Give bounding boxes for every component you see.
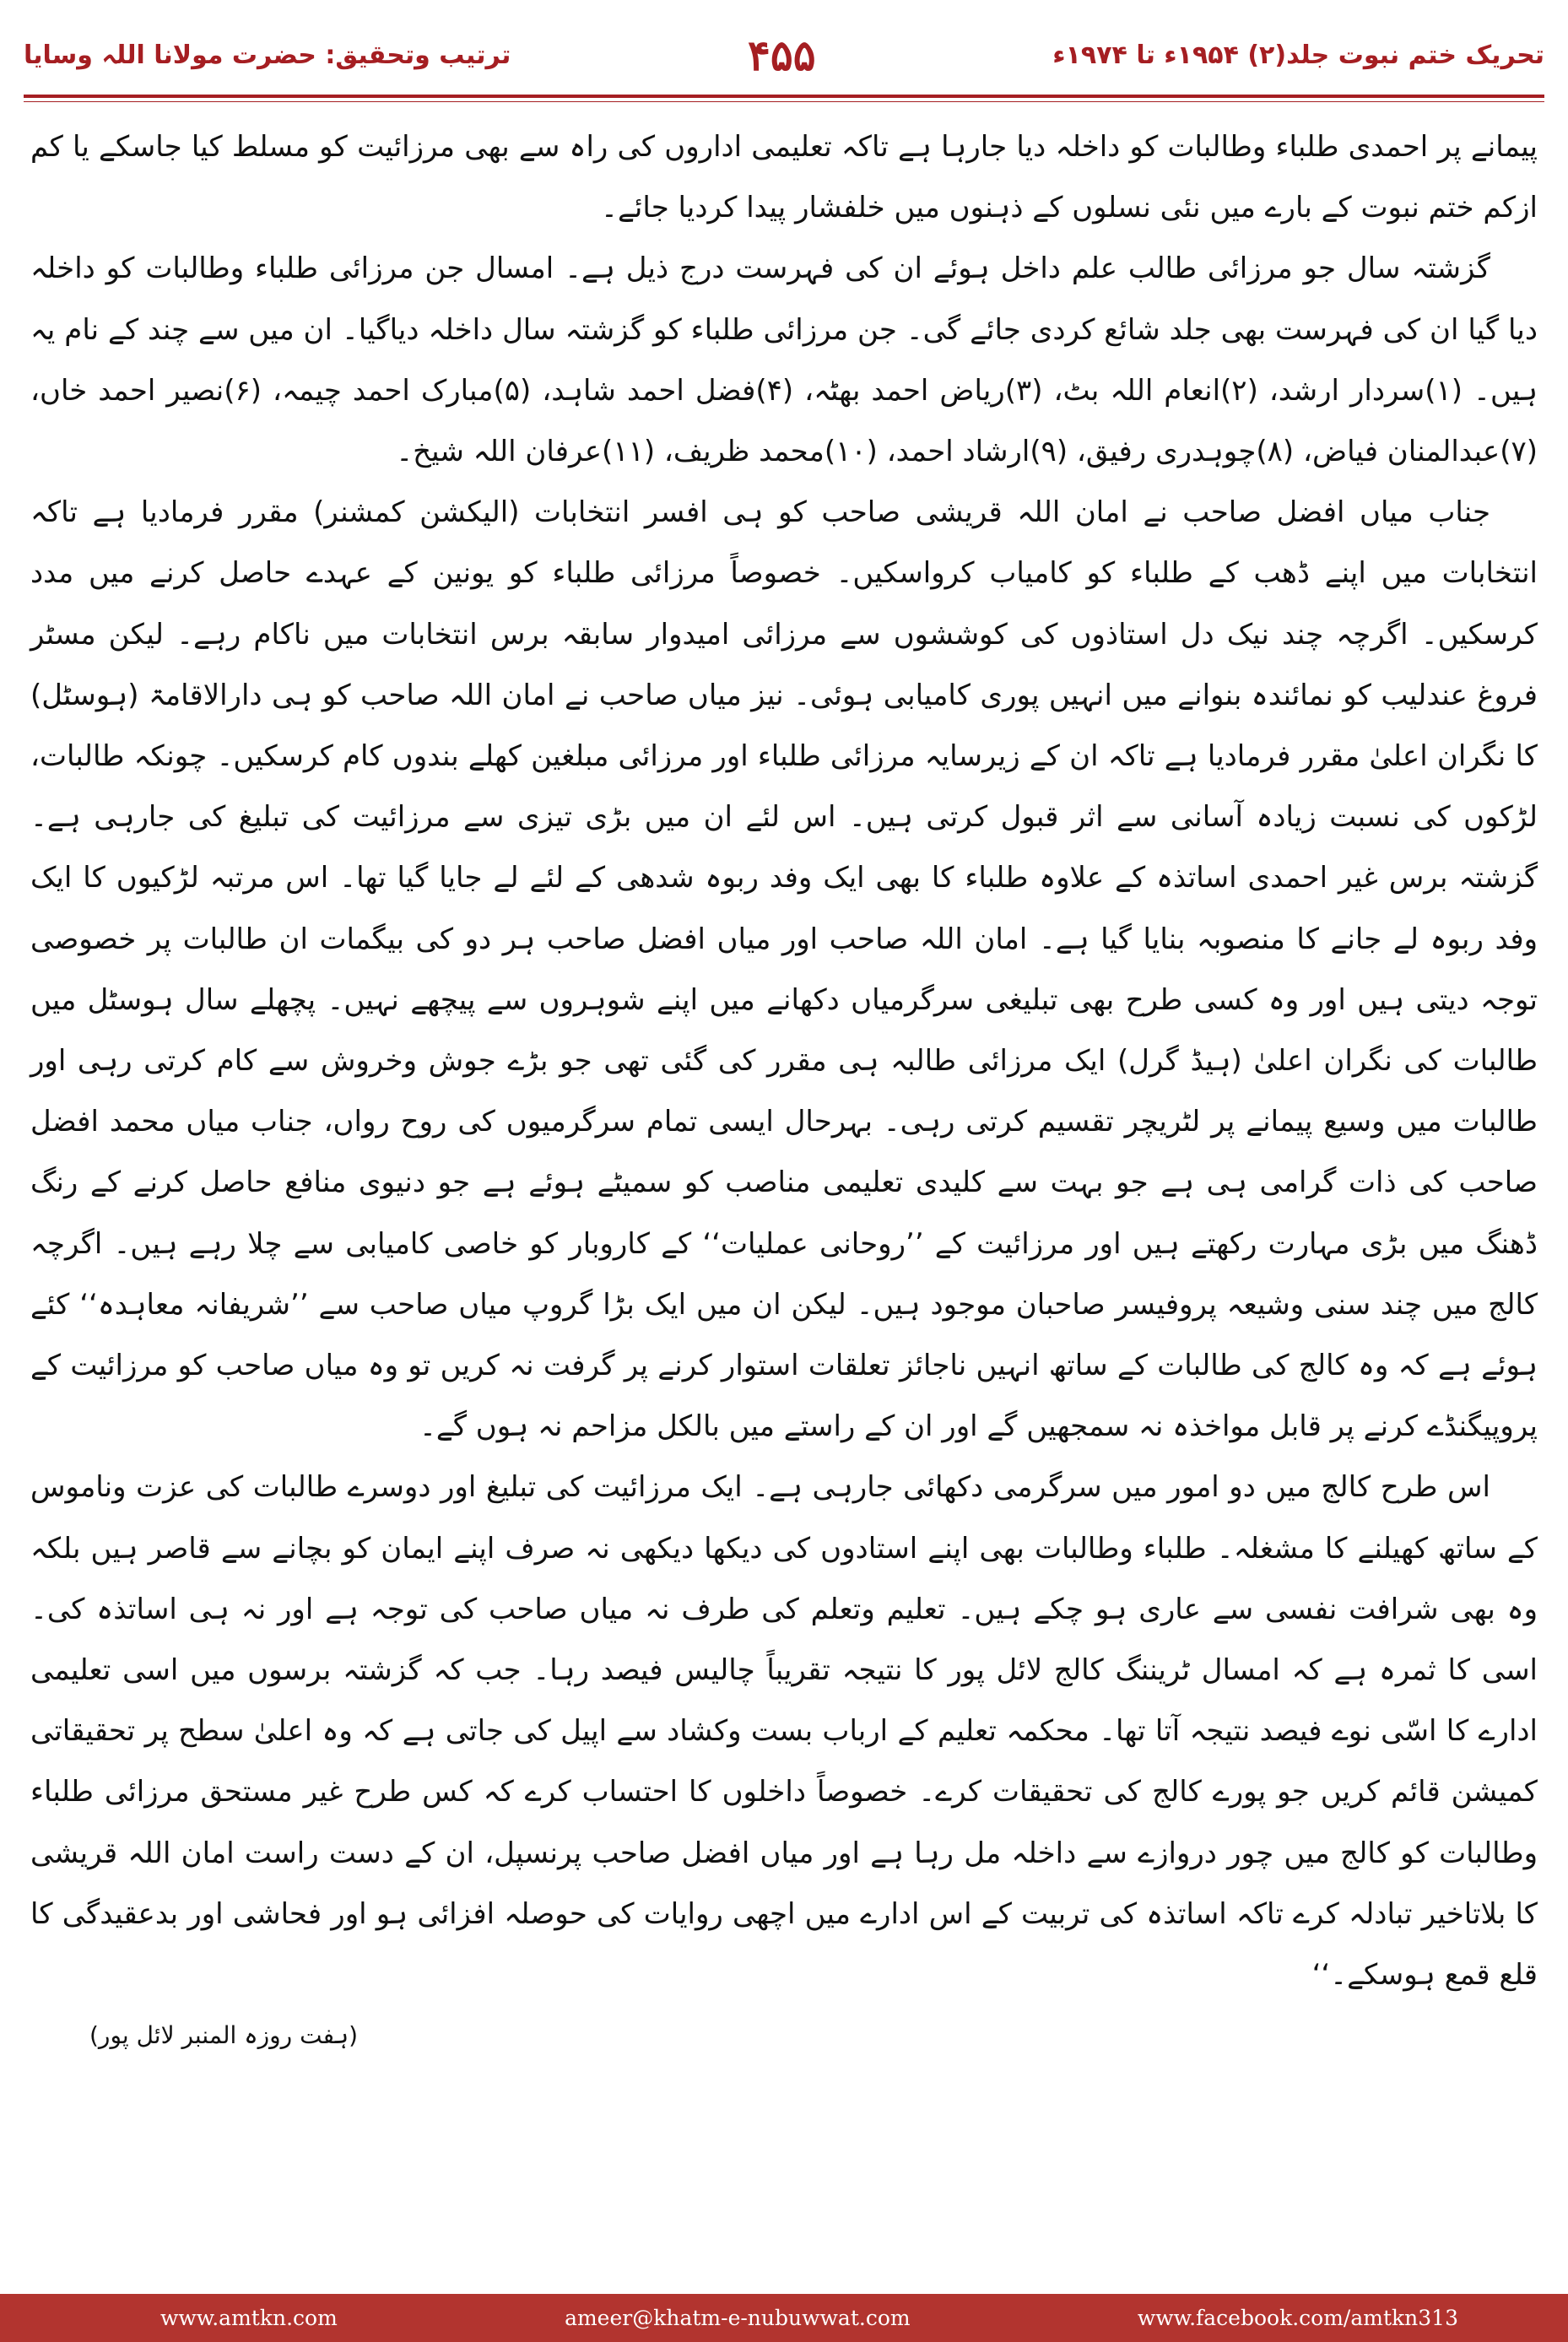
email-link[interactable]: ameer@khatm-e-nubuwwat.com xyxy=(565,2306,911,2330)
header-divider-thin xyxy=(24,101,1544,102)
book-title: تحریک ختم نبوت جلد(۲) ۱۹۵۴ء تا ۱۹۷۴ء xyxy=(1052,40,1544,70)
facebook-link[interactable]: www.facebook.com/amtkn313 xyxy=(1137,2306,1458,2330)
page-number: ۴۵۵ xyxy=(748,30,816,80)
page-body xyxy=(30,116,1538,2067)
paragraph-4: اس طرح کالج میں دو امور میں سرگرمی دکھائی جارہی ہے۔ ایک مرزائیت کی تبلیغ اور دوسرے طالبات کی عزت وناموس کے ساتھ کھیلنے کا مشغلہ۔ طلباء وطالبات بھی اپنے استادوں کی دیکھا دیکھی نہ صرف اپنے ایمان کو بچانے سے قاصر ہیں بلکہ وہ بھی شرافت نفسی سے عاری ہو چکے ہیں۔ تعلیم وتعلم کی طرف نہ میاں صاحب کی توجہ ہے اور نہ ہی اساتذہ کی۔ اسی کا ثمرہ ہے کہ امسال ٹریننگ کالج لائل پور کا نتیجہ تقریباً چالیس فیصد رہا۔ جب کہ گزشتہ برسوں میں اسی تعلیمی ادارے کا اسّی نوے فیصد نتیجہ آتا تھا۔ محکمہ تعلیم کے ارباب بست وکشاد سے اپیل کی جاتی ہے کہ وہ اعلیٰ سطح پر تحقیقاتی کمیشن قائم کریں جو پورے کالج کی تحقیقات کرے۔ خصوصاً داخلوں کا احتساب کرے کہ کس طرح غیر مستحق مرزائی طلباء وطالبات کو کالج میں چور دروازے سے داخلہ مل رہا ہے اور میاں افضل صاحب پرنسپل، ان کے دست راست امان اللہ قریشی کا بلاتاخیر تبادلہ کرے تاکہ اساتذہ کی تربیت کے اس ادارے میں اچھی روایات کی حوصلہ افزائی ہو اور فحاشی اور بدعقیدگی کا قلع قمع ہوسکے۔‘‘ xyxy=(30,1470,1538,1993)
source-citation: (ہفت روزہ المنبر لائل پور) xyxy=(89,2021,359,2050)
page-header xyxy=(24,17,1544,93)
page-footer xyxy=(0,2294,1568,2342)
paragraph-1: پیمانے پر احمدی طلباء وطالبات کو داخلہ دیا جارہا ہے تاکہ تعلیمی اداروں کی راہ سے بھی مرزائیت کو مسلط کیا جاسکے یا کم ازکم ختم نبوت کے بارے میں نئی نسلوں کے ذہنوں میں خلفشار پیدا کردیا جائے۔ xyxy=(30,130,1538,225)
compiler-credit: ترتیب وتحقیق: حضرت مولانا اللہ وسایا xyxy=(24,40,511,70)
paragraph-3: جناب میاں افضل صاحب نے امان اللہ قریشی صاحب کو ہی افسر انتخابات (الیکشن کمشنر) مقرر فرمادیا ہے تاکہ انتخابات میں اپنے ڈھب کے طلباء کو کامیاب کرواسکیں۔ خصوصاً مرزائی طلباء کو یونین کے عہدے حاصل کرنے میں مدد کرسکیں۔ اگرچہ چند نیک دل استاذوں کی کوششوں سے مرزائی امیدوار سابقہ برس انتخابات میں ناکام رہے۔ لیکن مسٹر فروغ عندلیب کو نمائندہ بنوانے میں انہیں پوری کامیابی ہوئی۔ نیز میاں صاحب نے امان اللہ صاحب کو ہی دارالاقامۃ (ہوسٹل) کا نگران اعلیٰ مقرر فرمادیا ہے تاکہ ان کے زیرسایہ مرزائی طلباء اور مرزائی مبلغین کھلے بندوں کام کرسکیں۔ چونکہ طالبات، لڑکوں کی نسبت زیادہ آسانی سے اثر قبول کرتی ہیں۔ اس لئے ان میں بڑی تیزی سے مرزائیت کی تبلیغ کی جارہی ہے۔ گزشتہ برس غیر احمدی اساتذہ کے علاوہ طلباء کا بھی ایک وفد ربوہ شدھی کے لئے لے جایا گیا تھا۔ اس مرتبہ لڑکیوں کا ایک وفد ربوہ لے جانے کا منصوبہ بنایا گیا ہے۔ امان اللہ صاحب اور میاں افضل صاحب ہر دو کی بیگمات ان طالبات پر خصوصی توجہ دیتی ہیں اور وہ کسی طرح بھی تبلیغی سرگرمیاں دکھانے میں اپنے شوہروں سے پیچھے نہیں۔ پچھلے سال ہوسٹل میں طالبات کی نگران اعلیٰ (ہیڈ گرل) ایک مرزائی طالبہ ہی مقرر کی گئی تھی جو بڑے جوش وخروش سے کام کرتی رہی اور طالبات میں وسیع پیمانے پر لٹریچر تقسیم کرتی رہی۔ بہرحال ایسی تمام سرگرمیوں کی روح رواں، جناب میاں محمد افضل صاحب کی ذات گرامی ہی ہے جو بہت سے کلیدی تعلیمی مناصب کو سمیٹے ہوئے ہے جو دنیوی منافع حاصل کرنے کے رنگ ڈھنگ میں بڑی مہارت رکھتے ہیں اور مرزائیت کے ’’روحانی عملیات‘‘ کے کاروبار کو خاصی کامیابی سے چلا رہے ہیں۔ اگرچہ کالج میں چند سنی وشیعہ پروفیسر صاحبان موجود ہیں۔ لیکن ان میں ایک بڑا گروپ میاں صاحب سے ’’شریفانہ معاہدہ‘‘ کئے ہوئے ہے کہ وہ کالج کی طالبات کے ساتھ انہیں ناجائز تعلقات استوار کرنے پر گرفت نہ کریں تو وہ میاں صاحب کو مرزائیت کے پروپیگنڈے کرنے پر قابل مواخذہ نہ سمجھیں گے اور ان کے راستے میں بالکل مزاحم نہ ہوں گے۔ xyxy=(30,495,1538,1444)
header-divider xyxy=(24,95,1544,98)
paragraph-2: گزشتہ سال جو مرزائی طالب علم داخل ہوئے ان کی فہرست درج ذیل ہے۔ امسال جن مرزائی طلباء وطالبات کو داخلہ دیا گیا ان کی فہرست بھی جلد شائع کردی جائے گی۔ جن مرزائی طلباء کو گزشتہ سال داخلہ دیاگیا۔ ان میں سے چند کے نام یہ ہیں۔ (۱)سردار ارشد، (۲)انعام اللہ بٹ، (۳)ریاض احمد بھٹہ، (۴)فضل احمد شاہد، (۵)مبارک احمد چیمہ، (۶)نصیر احمد خاں، (۷)عبدالمنان فیاض، (۸)چوہدری رفیق، (۹)ارشاد احمد، (۱۰)محمد ظریف، (۱۱)عرفان اللہ شیخ۔ xyxy=(30,252,1538,469)
website-link[interactable]: www.amtkn.com xyxy=(160,2306,338,2330)
